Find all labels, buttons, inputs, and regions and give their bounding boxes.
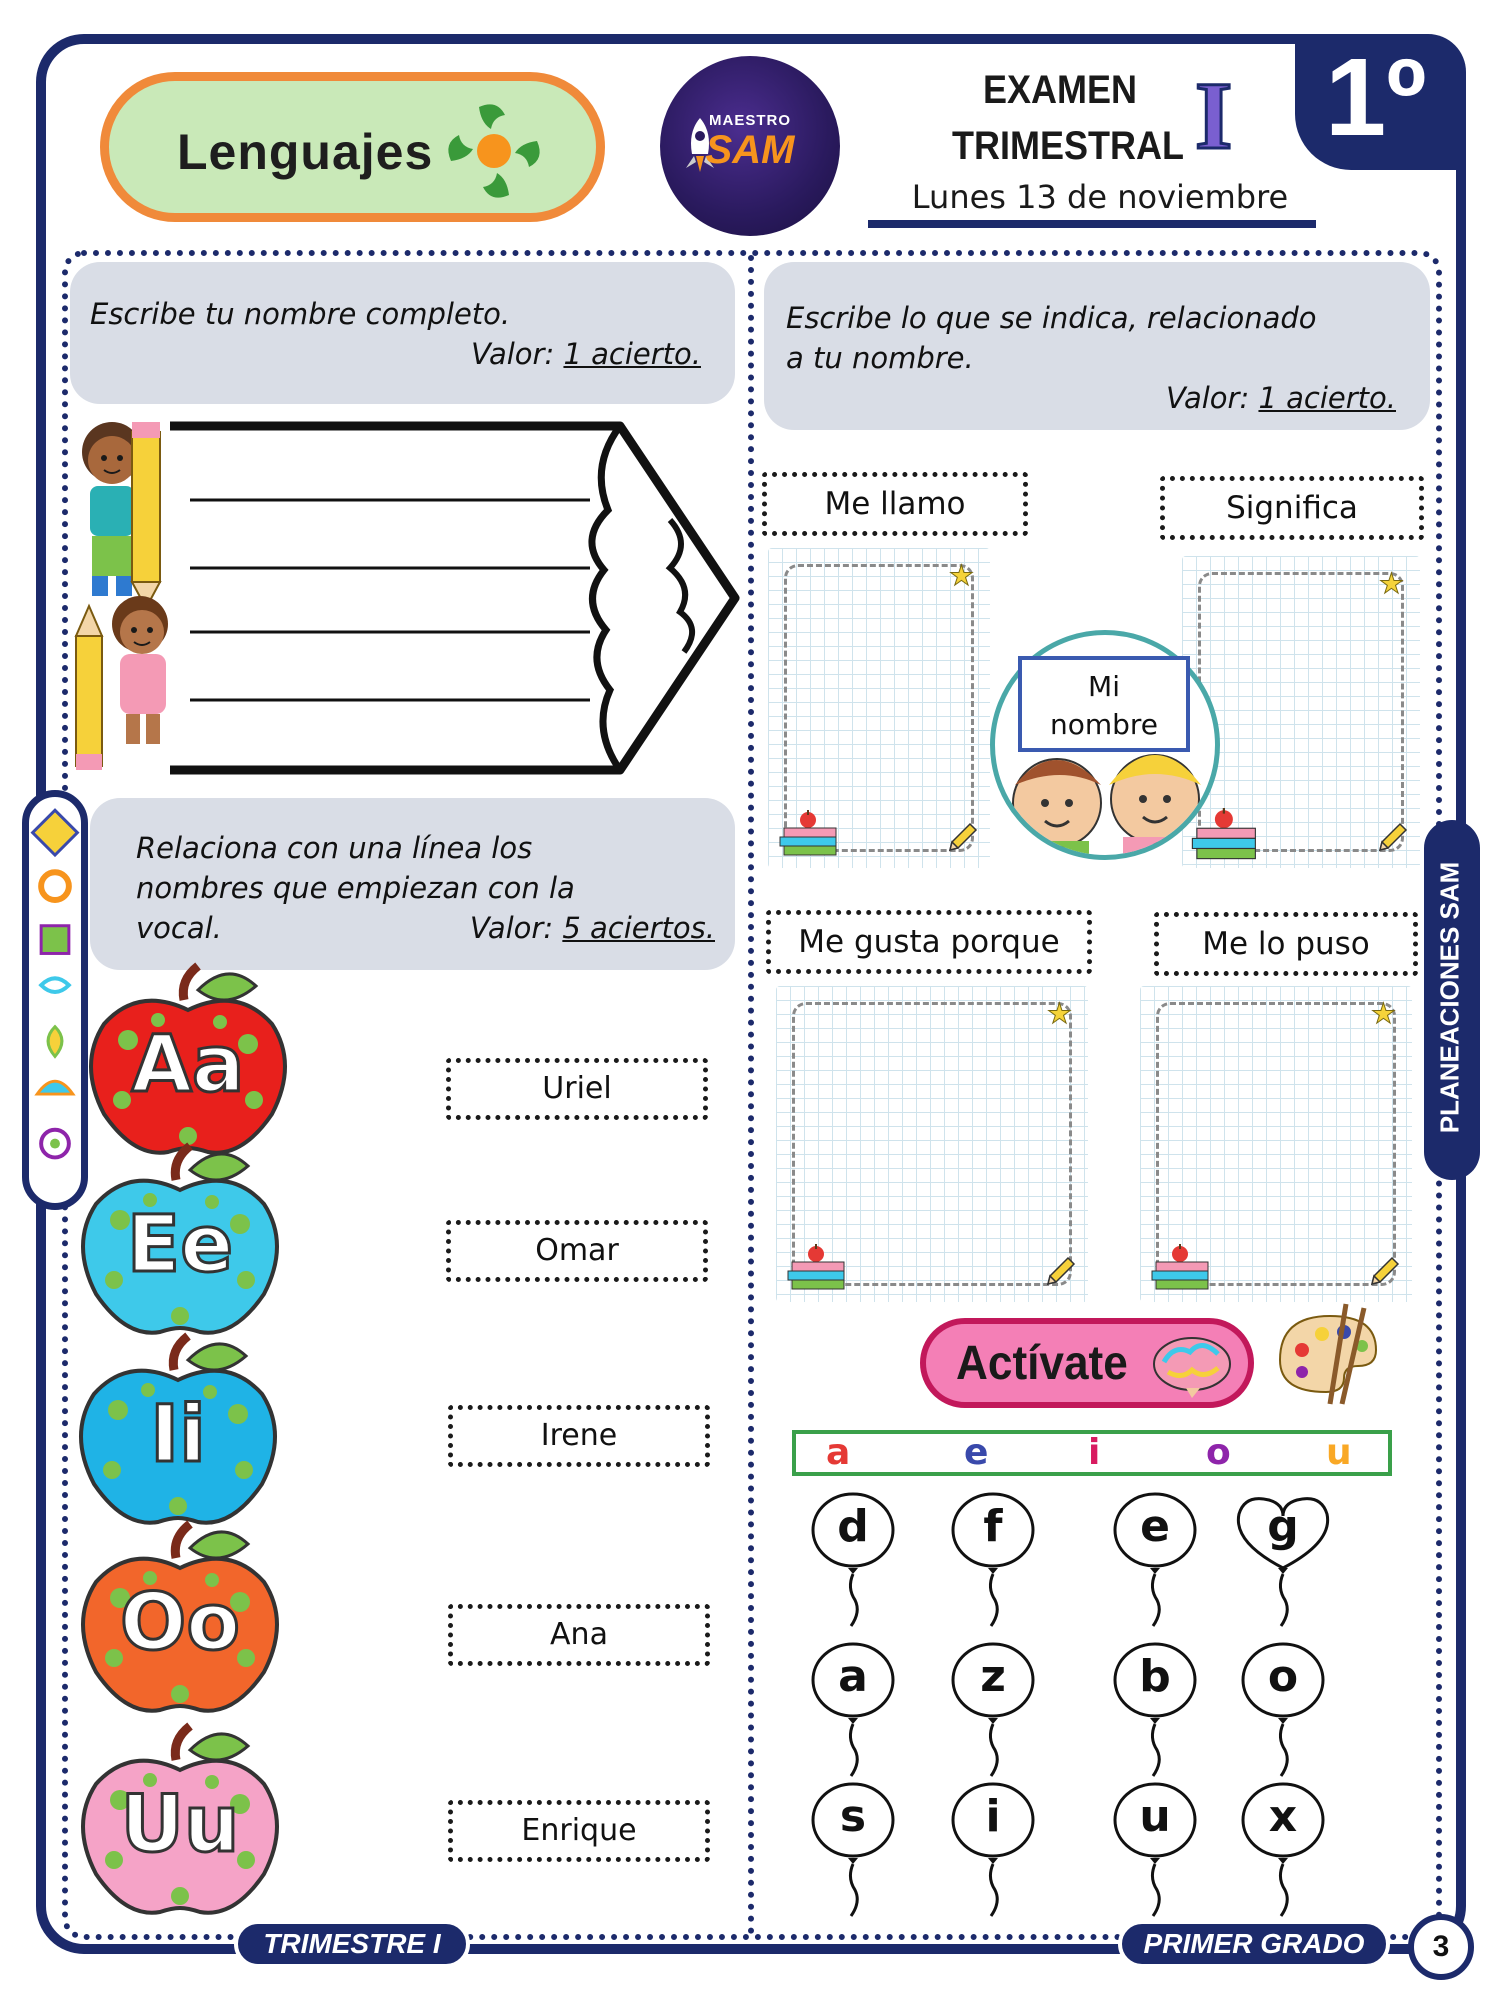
label-me-lo-puso: Me lo puso [1154,912,1418,976]
exam-date: Lunes 13 de noviembre [911,178,1289,216]
value-amount: 1 acierto. [1258,381,1396,415]
instruction-match-line1: Relaciona con una línea los [136,831,533,865]
answer-card-me-gusta[interactable] [776,986,1088,1302]
balloon-u[interactable] [1100,1780,1210,1920]
apple-vowel-0 [88,960,288,1160]
instruction-name [70,262,735,404]
brand-small-text: MAESTRO [709,112,791,129]
vowel-a: a [826,1432,851,1473]
star-icon: ★ [1046,997,1072,1030]
date-underline [868,220,1316,228]
balloon-e[interactable] [1100,1490,1210,1630]
subject-badge [100,72,605,222]
column-divider [748,255,754,1935]
instruction-match-line2: nombres que empiezan con la [136,871,575,905]
subject-label: Lenguajes [177,124,434,180]
instruction-match-line3 [136,908,715,948]
exam-title-line2: TRIMESTRAL [952,124,1184,168]
footer-grade: PRIMER GRADO [1118,1920,1390,1968]
instruction-match-value [470,908,715,948]
balloon-letter: a [838,1651,868,1702]
balloon-letter: g [1267,1501,1299,1552]
vowel-u: u [1326,1432,1352,1473]
balloon-g[interactable] [1228,1490,1338,1630]
balloon-a[interactable] [798,1640,908,1780]
instruction-name-meaning [764,262,1430,430]
instruction-meaning-line2: a tu nombre. [786,341,974,375]
instruction-meaning-value [786,378,1396,418]
trimester-numeral: I [1195,62,1233,169]
apple-letters: Ii [150,1390,206,1480]
balloon-letter: x [1268,1791,1298,1842]
name-box-enrique[interactable]: Enrique [448,1800,710,1862]
books-apple-icon [786,1244,848,1292]
name-box-irene[interactable]: Irene [448,1405,710,1467]
value-prefix: Valor: [470,337,555,371]
answer-card-me-llamo[interactable] [768,548,990,868]
answer-card-me-lo-puso[interactable] [1140,986,1412,1302]
right-tab-label: PLANEACIONES SAM [1434,861,1465,1134]
value-amount: 5 aciertos. [562,911,715,945]
grade-tab [1295,34,1466,170]
mi-nombre-line2: nombre [1049,708,1159,741]
instruction-meaning-line1: Escribe lo que se indica, relacionado [786,301,1317,335]
apple-vowel-1 [80,1140,280,1340]
vowel-strip [792,1430,1392,1476]
apple-vowel-4 [80,1720,280,1920]
apple-letters: Ee [126,1200,234,1290]
page-number: 3 [1408,1914,1474,1980]
balloon-letter: u [1139,1791,1171,1842]
apple-letters: Uu [120,1780,240,1870]
apple-vowel-3 [80,1518,280,1718]
balloon-letter: o [1267,1651,1299,1702]
balloon-b[interactable] [1100,1640,1210,1780]
brand-name: SAM [705,128,795,172]
pencil-icon [946,822,978,856]
label-significa: Significa [1160,476,1424,540]
label-me-gusta-porque: Me gusta porque [766,910,1092,974]
balloon-letter: b [1139,1651,1171,1702]
apple-letters: Aa [131,1020,245,1110]
vowel-e: e [964,1432,989,1473]
pencil-icon [1044,1256,1076,1290]
vowel-i: i [1088,1432,1101,1473]
books-apple-icon [1150,1244,1212,1292]
name-writing-pencil [150,420,740,775]
balloon-letter: s [839,1791,867,1842]
instruction-match [90,798,735,970]
balloon-x[interactable] [1228,1780,1338,1920]
left-icon-rail [22,790,88,1210]
balloon-letter: e [1140,1501,1170,1552]
mi-nombre-line1: Mi [1088,670,1120,703]
footer-trimester: TRIMESTRE I [234,1920,470,1968]
activate-label: Actívate [956,1337,1128,1390]
balloon-z[interactable] [938,1640,1048,1780]
apple-vowel-2 [78,1330,278,1530]
apple-letters: Oo [120,1578,240,1668]
brain-icon [1150,1332,1234,1398]
vowel-o: o [1206,1432,1231,1473]
paint-palette-icon [1272,1300,1384,1410]
subject-logo-icon [439,93,549,203]
value-prefix: Valor: [469,911,554,945]
balloon-i[interactable] [938,1780,1048,1920]
balloon-letter: i [985,1791,1001,1842]
label-me-llamo: Me llamo [762,472,1028,536]
name-box-ana[interactable]: Ana [448,1604,710,1666]
grade-label: 1º [1325,36,1427,159]
star-icon: ★ [948,559,974,592]
books-apple-icon [1190,808,1260,862]
books-apple-icon [778,810,840,858]
brand-logo [660,56,840,236]
exam-title-line1: EXAMEN [982,68,1138,112]
instruction-name-value [90,334,701,374]
pencil-icon [1376,822,1408,856]
balloon-o[interactable] [1228,1640,1338,1780]
pencil-icon [1368,1256,1400,1290]
value-prefix: Valor: [1165,381,1250,415]
field-icons [29,797,81,1203]
name-box-omar[interactable]: Omar [446,1220,708,1282]
balloon-letter: d [837,1501,869,1552]
star-icon: ★ [1378,567,1404,600]
balloon-letter: z [980,1651,1006,1702]
balloon-s[interactable] [798,1780,908,1920]
activate-badge [920,1318,1254,1408]
balloon-letter: f [983,1501,1003,1552]
instruction-match-vocal: vocal. [136,911,222,945]
answer-card-border [784,559,974,852]
mi-nombre-label [1018,656,1190,752]
instruction-name-text: Escribe tu nombre completo. [90,297,511,331]
name-box-uriel[interactable]: Uriel [446,1058,708,1120]
exam-title [952,62,1184,174]
balloon-f[interactable] [938,1490,1048,1630]
star-icon: ★ [1370,997,1396,1030]
value-amount: 1 acierto. [563,337,701,371]
balloon-d[interactable] [798,1490,908,1630]
